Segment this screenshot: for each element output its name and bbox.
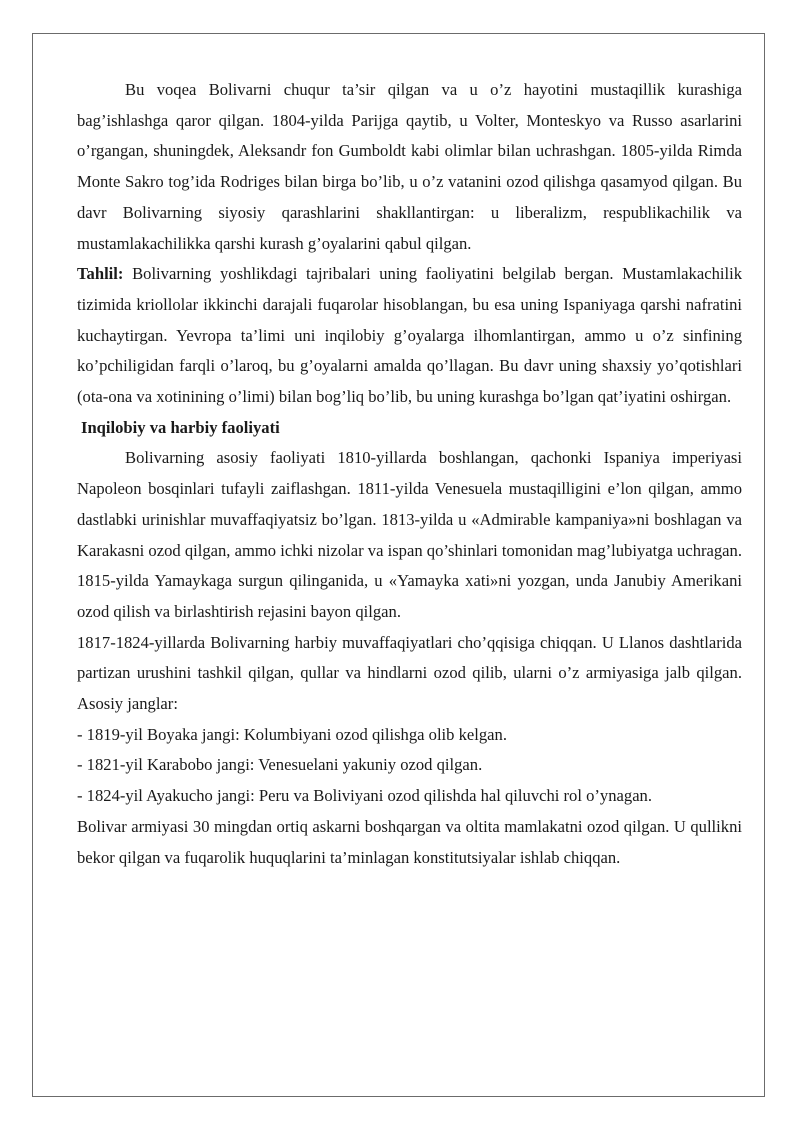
document-body xyxy=(77,75,742,873)
list-item-ayacucho: - 1824-yil Ayakucho jangi: Peru va Boliviyani ozod qilishda hal qiluvchi rol o’ynagan. xyxy=(77,786,653,806)
paragraph-analysis xyxy=(77,259,742,413)
analysis-label: Tahlil: xyxy=(77,264,124,284)
analysis-text: Bolivarning yoshlikdagi tajribalari uning faoliyatini belgilab bergan. Mustamlakachilik tizimida kriollolar ikkinchi darajali fuqarolar hisoblangan, bu esa uning Ispaniyaga qarshi nafratini kuchaytirgan. Yevropa ta’limi uni inqilobiy g’oyalarga ilhomlantirgan, ammo u o’z sinfining ko’pchiligidan farqli o’laroq, bu g’oyalarni amalda qo’llagan. Bu davr uning shaxsiy yo’qotishlari (ota-ona va xotinining o’limi) bilan bog’liq bo’lib, bu uning kurashga bo’lgan qat’iyatini oshirgan. xyxy=(77,264,742,407)
section-heading: Inqilobiy va harbiy faoliyati xyxy=(81,417,280,437)
list-item-carabobo: - 1821-yil Karabobo jangi: Venesuelani yakuniy ozod qilgan. xyxy=(77,755,483,775)
list-item-boyaca: - 1819-yil Boyaka jangi: Kolumbiyani ozod qilishga olib kelgan. xyxy=(77,724,507,744)
paragraph-bolivar-oath: Bu voqea Bolivarni chuqur ta’sir qilgan va u o’z hayotini mustaqillik kurashiga bag’ishlashga qaror qilgan. 1804-yilda Parijga qaytib, u Volter, Monteskyo va Russo asarlarini o’rgangan, shuningdek, Aleksandr fon Gumboldt kabi olimlar bilan uchrashgan. 1805-yilda Rimda Monte Sakro tog’ida Rodriges bilan birga bo’lib, u o’z vatanini ozod qilishga qasamyod qilgan. Bu davr Bolivarning siyosiy qarashlarini shakllantirgan: u liberalizm, respublikachilik va mustamlakachilikka qarshi kurash g’oyalarini qabul qilgan. xyxy=(77,80,742,253)
paragraph-army-summary: Bolivar armiyasi 30 mingdan ortiq askarni boshqargan va oltita mamlakatni ozod qilgan. U qullikni bekor qilgan va fuqarolik huquqlarini ta’minlagan konstitutsiyalar ishlab chiqqan. xyxy=(77,816,742,867)
paragraph-revolutionary-activity: Bolivarning asosiy faoliyati 1810-yillarda boshlangan, qachonki Ispaniya imperiyasi Napoleon bosqinlari tufayli zaiflashgan. 1811-yilda Venesuela mustaqilligini e’lon qilgan, ammo dastlabki urinishlar muvaffaqiyatsiz bo’lgan. 1813-yilda u «Admirable kampaniya»ni boshlagan va Karakasni ozod qilgan, ammo ichki nizolar va ispan qo’shinlari tomonidan mag’lubiyatga uchragan. 1815-yilda Yamaykaga surgun qilinganida, u «Yamayka xati»ni yozgan, unda Janubiy Amerikani ozod qilish va birlashtirish rejasini bayon qilgan. xyxy=(77,448,742,621)
paragraph-military-success: 1817-1824-yillarda Bolivarning harbiy muvaffaqiyatlari cho’qqisiga chiqqan. U Llanos dashtlarida partizan urushini tashkil qilgan, qullar va hindlarni ozod qilib, ularni o’z armiyasiga jalb qilgan. Asosiy janglar: xyxy=(77,632,742,714)
